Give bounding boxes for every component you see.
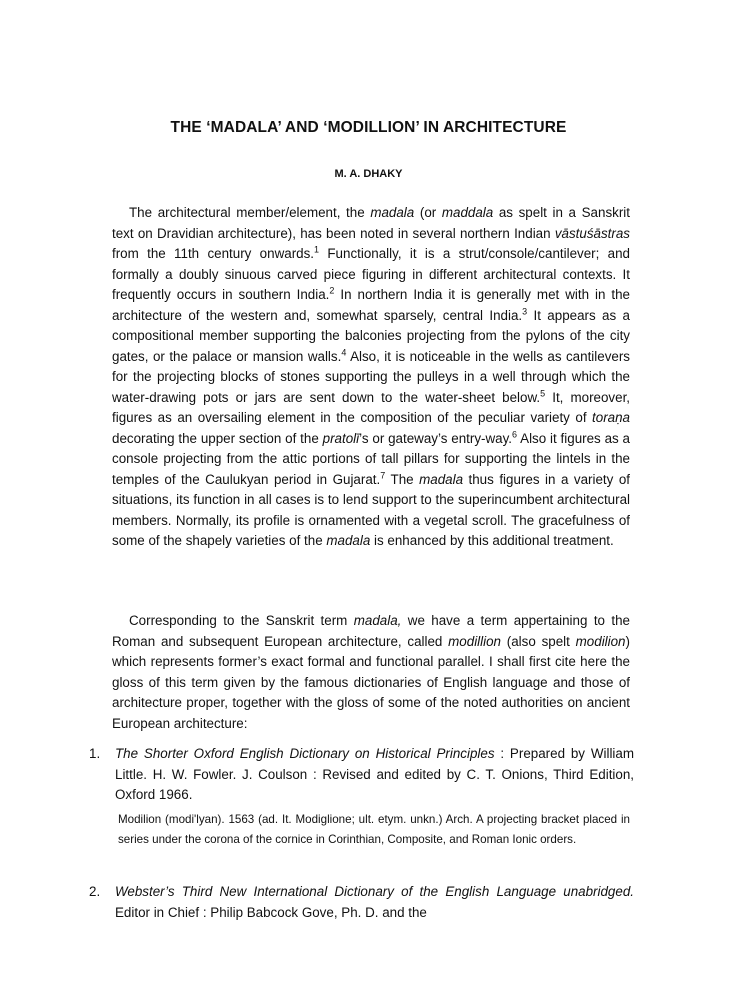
item-text [115,744,634,806]
italic-term: maddala [441,205,494,220]
text-run: is enhanced by this additional treatment. [370,533,614,548]
text-run: from the 11th century onwards. [112,246,315,261]
item-number: 1. [89,746,101,761]
italic-term: vāstuśāstras [554,225,630,241]
item-text [115,882,634,923]
text-run: we have a term appertaining to the Roman and subsequent European architecture, called [112,613,630,649]
italic-term: madala [326,533,371,548]
text-run: The [385,471,420,487]
text-run: Also it figures as a console projecting from the attic portions of tall pillars for supporting the lintels in the temples of the Caulukyan period in Gujarat. [112,430,631,487]
paragraph-1 [112,203,630,552]
dictionary-quote-1: Modilion (modi'lyan). 1563 (ad. It. Modiglione; ult. etym. unkn.) Arch. A projecting bracket placed in series under the corona of the cornice in Corinthian, Composite, and Roman Ionic orders. [118,813,630,846]
italic-term: modilion [575,633,626,649]
text-run: Functionally, it is a strut/console/cantilever; and formally a doubly sinuous carved piece figuring in different architectural contexts. It frequently occurs in southern India. [112,246,631,302]
reference-details: Editor in Chief : Philip Babcock Gove, Ph. D. and the [115,904,427,920]
footnote-ref-1: 1 [314,244,320,255]
text-run: ’s or gateway’s entry-way. [359,430,513,446]
reference-item-1 [89,744,634,806]
item-number: 2. [89,884,101,899]
reference-details: : Prepared by William Little. H. W. Fowler. J. Coulson : Revised and edited by C. T. Onions, Third Edition, Oxford 1966. [115,746,634,802]
text-run: In northern India it is generally met with in the architecture of the western and, somewhat sparsely, central India. [112,287,630,323]
footnote-ref-5: 5 [540,388,546,399]
article-title: THE ‘MADALA’ AND ‘MODILLION’ IN ARCHITECTURE [170,119,567,136]
footnote-ref-4: 4 [341,347,347,358]
footnote-ref-3: 3 [522,306,528,317]
italic-term: pratolī [322,430,360,446]
text-run: thus figures in a variety of situations, its function in all cases is to lend support to the superincumbent architectural members. Normally, its profile is ornamented with a vegetal scroll. The gracefulness of some of the shapely varieties of the [112,471,630,548]
italic-term: madala [370,205,415,220]
italic-term: toraṇa [592,410,630,425]
text-run: decorating the upper section of the [112,430,323,446]
text-run: Corresponding to the Sanskrit term [129,613,354,628]
reference-item-2 [89,882,634,923]
footnote-ref-2: 2 [329,285,335,296]
reference-title: Webster’s Third New International Dictionary of the English Language unabridged. [115,884,634,899]
paragraph-2 [112,611,630,734]
footnote-ref-6: 6 [512,429,518,440]
text-run: as spelt in a Sanskrit text on Dravidian architecture), has been noted in several northern Indian [112,205,630,241]
text-run: It appears as a compositional member supporting the balconies projecting from the pylons of the city gates, or the palace or mansion walls. [112,307,630,364]
reference-title: The Shorter Oxford English Dictionary on Historical Principles [115,746,495,761]
italic-term: madala, [353,613,402,628]
text-run: The architectural member/element, the [129,205,371,220]
text-run: ) which represents former’s exact formal and functional parallel. I shall first cite here the gloss of this term given by the famous dictionaries of English language and those of architecture proper, together with the gloss of some of the noted authorities on ancient European architecture: [112,633,630,731]
author-name: M. A. DHAKY [334,168,403,180]
text-run: (also spelt [501,633,576,649]
footnote-ref-7: 7 [380,470,386,481]
text-run: (or [414,205,442,220]
text-run: Also, it is noticeable in the wells as cantilevers for the projecting blocks of stones supporting the pulleys in a well through which the water-drawing pots or jars are sent down to the water-sheet below. [112,348,630,405]
text-run: It, moreover, figures as an oversailing element in the composition of the peculiar variety of [112,389,631,425]
italic-term: madala [419,471,464,487]
italic-term: modillion [448,633,501,649]
